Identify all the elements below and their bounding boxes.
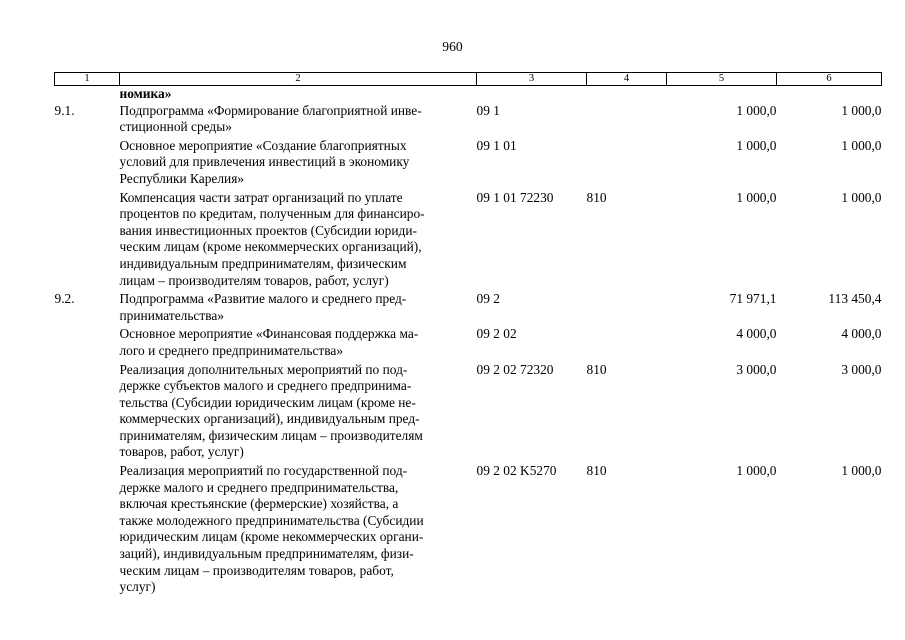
row-value-col5: 3 000,0	[736, 361, 777, 377]
row-number	[55, 463, 120, 598]
row-value-col5: 1 000,0	[736, 463, 777, 479]
row-number	[55, 362, 120, 464]
row-name: Компенсация части затрат организаций по уплате процентов по кредитам, полученным для финансиро- вания инвестиционных проектов (Субсидии юриди- ческим лицам (кроме некоммерческих организаций), индивидуальным предпринимателям, физическим лицам – производителям товаров, работ, услуг)	[119, 189, 425, 288]
row-value-col5: 4 000,0	[736, 326, 777, 342]
row-expense-type	[587, 326, 667, 361]
row-value-col6: 1 000,0	[841, 189, 882, 205]
row-expense-type: 810	[586, 361, 607, 377]
row-value-col5: 1 000,0	[736, 189, 777, 205]
row-classification-code: 09 2 02	[476, 326, 517, 342]
row-name: Основное мероприятие «Создание благоприятных условий для привлечения инвестиций в экономику Республики Карелия»	[119, 137, 410, 186]
row-number	[55, 326, 120, 361]
column-header-2: 2	[120, 73, 477, 86]
row-name: Подпрограмма «Формирование благоприятной инве- стиционной среды»	[119, 102, 422, 135]
row-number	[55, 190, 120, 292]
row-value-col5: 71 971,1	[729, 291, 777, 307]
table-row	[55, 103, 882, 138]
column-header-6: 6	[777, 73, 882, 86]
row-value-col6: 1 000,0	[841, 102, 882, 118]
row-value-col6: 1 000,0	[841, 137, 882, 153]
row-number: 9.2.	[54, 291, 75, 307]
column-header-3: 3	[477, 73, 587, 86]
table-row	[55, 291, 882, 326]
row-expense-type	[587, 138, 667, 190]
table-row	[55, 362, 882, 464]
row-value-col6: 1 000,0	[841, 463, 882, 479]
table-row	[55, 138, 882, 190]
column-number-header-row	[55, 73, 882, 86]
row-expense-type	[587, 291, 667, 326]
row-classification-code: 09 2 02 K5270	[476, 463, 557, 479]
row-name: Подпрограмма «Развитие малого и среднего пред- принимательства»	[119, 291, 407, 323]
budget-table	[54, 72, 882, 598]
column-header-1: 1	[55, 73, 120, 86]
continuation-row	[55, 86, 882, 103]
row-number	[55, 138, 120, 190]
table-row	[55, 326, 882, 361]
row-value-col5: 1 000,0	[736, 102, 777, 118]
column-header-4: 4	[587, 73, 667, 86]
row-name: Реализация дополнительных мероприятий по под- держке субъектов малого и среднего предпринима- тельства (Субсидии юридическим лицам (кроме не- коммерческих организаций), индивидуальным пред- принимателям, физическим лицам – производителям товаров, работ, услуг)	[119, 361, 423, 460]
row-classification-code: 09 1 01 72230	[476, 189, 554, 205]
continuation-text: номика»	[119, 86, 172, 101]
row-value-col6: 3 000,0	[841, 361, 882, 377]
row-name: Реализация мероприятий по государственной под- держке малого и среднего предпринимательства, включая крестьянские (фермерские) хозяйства, а также молодежного предпринимательства (Субсидии юридическим лицам (кроме некоммерческих органи- заций), индивидуальным предпринимателям, физи- ческим лицам – производителям товаров, работ, услуг)	[119, 463, 424, 595]
row-number: 9.1.	[54, 102, 75, 118]
row-classification-code: 09 1	[476, 102, 500, 118]
row-name: Основное мероприятие «Финансовая поддержка ма- лого и среднего предпринимательства»	[119, 326, 419, 358]
row-value-col5: 1 000,0	[736, 137, 777, 153]
row-value-col6: 113 450,4	[828, 291, 882, 307]
row-expense-type	[587, 103, 667, 138]
column-header-5: 5	[667, 73, 777, 86]
table-row	[55, 190, 882, 292]
row-expense-type: 810	[586, 463, 607, 479]
row-classification-code: 09 1 01	[476, 137, 517, 153]
row-expense-type: 810	[586, 189, 607, 205]
page-number: 960	[442, 39, 463, 54]
table-row	[55, 463, 882, 598]
row-classification-code: 09 2	[476, 291, 500, 307]
row-classification-code: 09 2 02 72320	[476, 361, 554, 377]
row-value-col6: 4 000,0	[841, 326, 882, 342]
